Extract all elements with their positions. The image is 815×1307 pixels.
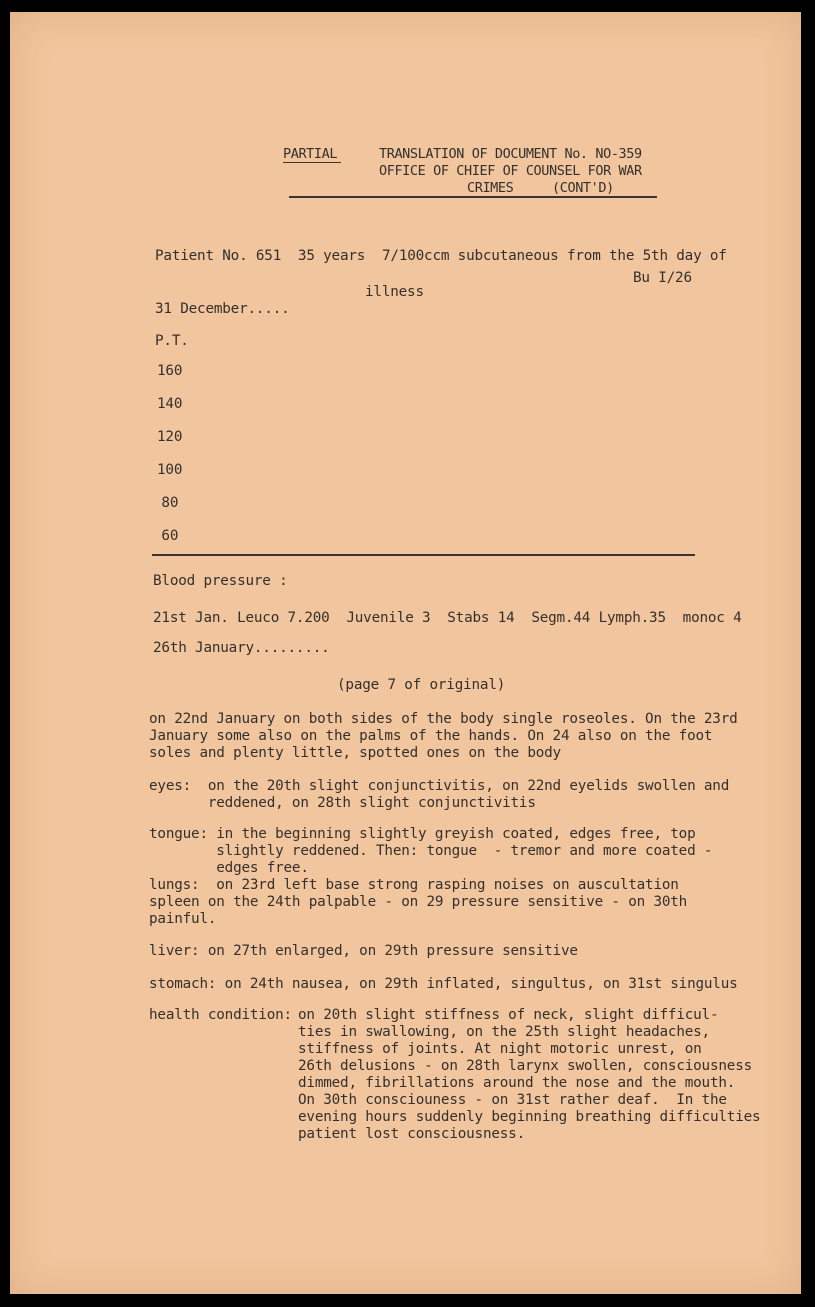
body-p1-line1: on 22nd January on both sides of the body single roseoles. On the 23rd — [149, 711, 738, 727]
patient-date: 31 December..... — [155, 301, 290, 317]
patient-illness: illness — [365, 284, 424, 300]
header-line-3: CRIMES (CONT'D) — [467, 180, 614, 196]
chart-tick-60: 60 — [153, 528, 179, 544]
health-line4: 26th delusions - on 28th larynx swollen, consciousness — [298, 1058, 753, 1074]
chart-tick-120: 120 — [157, 429, 183, 445]
patient-code: Bu I/26 — [633, 270, 692, 286]
eyes-line1: eyes: on the 20th slight conjunctivitis, on 22nd eyelids swollen and — [149, 778, 730, 794]
header-line-2: OFFICE OF CHIEF OF COUNSEL FOR WAR — [379, 163, 642, 179]
chart-axis-label: P.T. — [155, 333, 189, 349]
health-label: health condition: — [149, 1007, 292, 1023]
eyes-line2: reddened, on 28th slight conjunctivitis — [149, 795, 536, 811]
chart-tick-80: 80 — [153, 495, 179, 511]
chart-tick-100: 100 — [157, 462, 183, 478]
patient-line: Patient No. 651 35 years 7/100ccm subcutaneous from the 5th day of — [155, 248, 727, 264]
header-line-1: TRANSLATION OF DOCUMENT No. NO-359 — [379, 146, 642, 162]
health-line3: stiffness of joints. At night motoric unrest, on — [298, 1041, 702, 1057]
header-partial: PARTIAL — [283, 146, 338, 162]
blood-jan26: 26th January......... — [153, 640, 330, 656]
health-line8: patient lost consciousness. — [298, 1126, 526, 1142]
chart-tick-140: 140 — [157, 396, 183, 412]
chart-tick-160: 160 — [157, 363, 183, 379]
health-line2: ties in swallowing, on the 25th slight headaches, — [298, 1024, 710, 1040]
header-rule — [289, 196, 657, 198]
liver-line: liver: on 27th enlarged, on 29th pressure sensitive — [149, 943, 578, 959]
tongue-line2: slightly reddened. Then: tongue - tremor and more coated - — [149, 843, 713, 859]
spleen-line: spleen on the 24th palpable - on 29 pressure sensitive - on 30th — [149, 894, 688, 910]
chart-baseline-rule — [152, 554, 695, 556]
health-line1: on 20th slight stiffness of neck, slight difficul- — [298, 1007, 719, 1023]
painful-line: painful. — [149, 911, 217, 927]
header-partial-underline — [283, 162, 341, 163]
body-p1-line3: soles and plenty little, spotted ones on the body — [149, 745, 561, 761]
stomach-line: stomach: on 24th nausea, on 29th inflated, singultus, on 31st singulus — [149, 976, 738, 992]
blood-jan21: 21st Jan. Leuco 7.200 Juvenile 3 Stabs 14 Segm.44 Lymph.35 monoc 4 — [153, 610, 742, 626]
blood-pressure: Blood pressure : — [153, 573, 288, 589]
tongue-line1: tongue: in the beginning slightly greyish coated, edges free, top — [149, 826, 696, 842]
lungs-line1: lungs: on 23rd left base strong rasping noises on auscultation — [149, 877, 679, 893]
body-p1-line2: January some also on the palms of the hands. On 24 also on the foot — [149, 728, 713, 744]
page-note: (page 7 of original) — [337, 677, 506, 693]
health-line7: evening hours suddenly beginning breathing difficulties — [298, 1109, 761, 1125]
health-line6: On 30th consciouness - on 31st rather deaf. In the — [298, 1092, 727, 1108]
tongue-line3: edges free. — [149, 860, 309, 876]
health-line5: dimmed, fibrillations around the nose and the mouth. — [298, 1075, 736, 1091]
